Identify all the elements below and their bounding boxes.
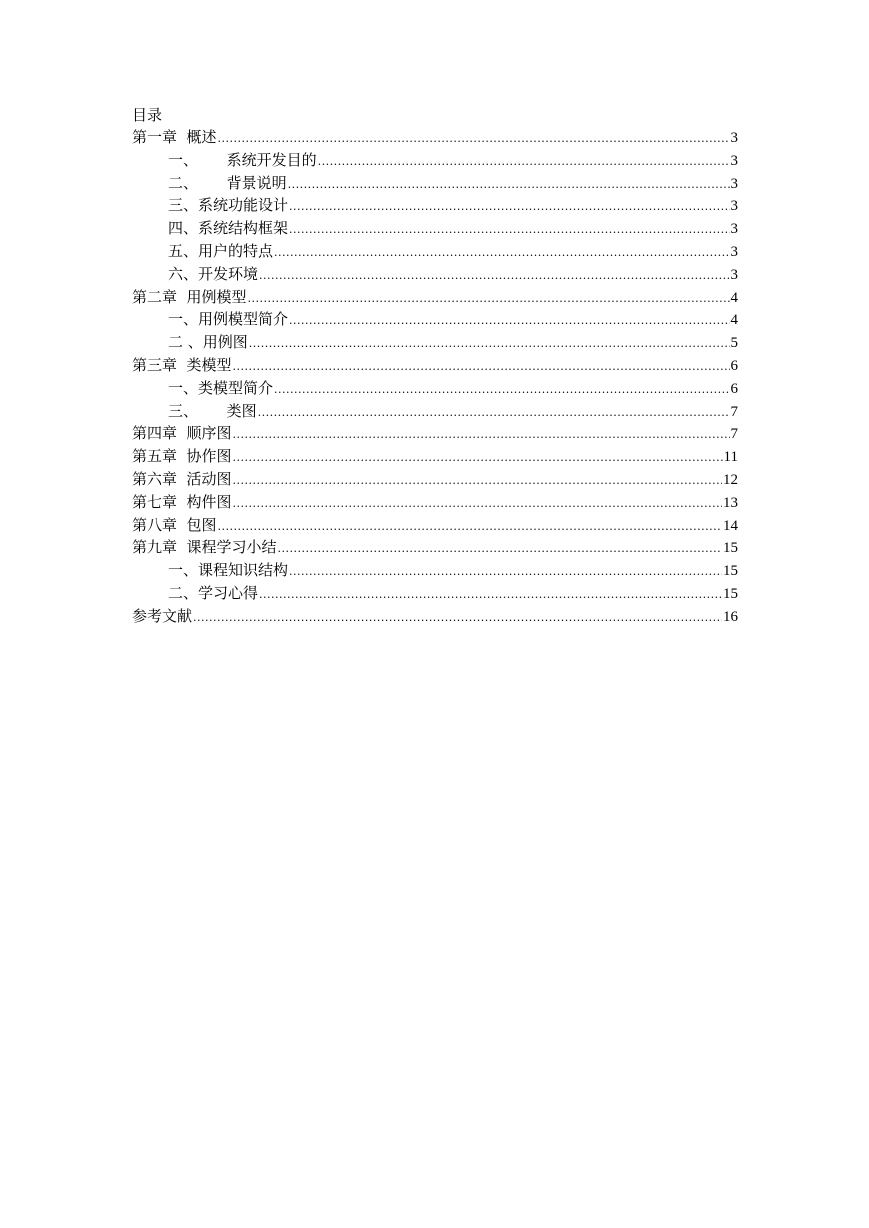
toc-entry-chapter[interactable] [132,126,738,149]
toc-dot-leader [233,424,730,447]
toc-entry-page-number: 15 [723,540,738,557]
toc-dot-leader [259,265,729,288]
toc-entry-label: 第七章 构件图 [132,492,232,511]
toc-entry-section[interactable] [132,331,738,354]
toc-entry-section[interactable] [132,377,738,400]
toc-entry-section[interactable] [132,240,738,263]
toc-entry-label: 二、 背景说明 [168,173,287,192]
toc-entry-chapter[interactable] [132,422,738,445]
toc-dot-leader [259,584,722,607]
toc-entry-label: 第八章 包图 [132,515,217,534]
toc-entry-page-number: 12 [723,471,738,488]
toc-dot-leader [218,128,730,151]
toc-entry-page-number: 6 [730,380,738,397]
table-of-contents [132,104,738,628]
toc-entry-label: 第一章 概述 [132,128,217,146]
toc-dot-leader [274,379,729,402]
toc-entry-section[interactable] [132,172,738,195]
toc-dot-leader [288,174,730,197]
toc-entry-chapter[interactable] [132,354,738,377]
toc-dot-leader [289,196,729,219]
toc-entry-page-number: 3 [730,175,738,192]
toc-dot-leader [318,151,730,174]
toc-entry-label: 三、系统功能设计 [168,196,289,215]
toc-dot-leader [233,470,722,493]
toc-entry-section[interactable] [132,217,738,240]
toc-entry-page-number: 3 [730,130,738,146]
toc-entry-page-number: 15 [723,563,738,580]
toc-entry-section[interactable] [132,400,738,423]
toc-dot-leader [258,402,730,425]
toc-entry-section[interactable] [132,582,738,605]
toc-entry-label: 二、学习心得 [168,583,259,602]
toc-entry-page-number: 15 [723,585,738,602]
toc-entry-label: 六、开发环境 [168,264,259,283]
toc-entry-section[interactable] [132,149,738,172]
toc-dot-leader [233,356,730,379]
toc-entry-label: 一、课程知识结构 [168,561,289,580]
toc-entry-page-number: 14 [723,517,738,534]
toc-entry-label: 第九章 课程学习小结 [132,538,277,557]
toc-entry-page-number: 4 [730,289,738,306]
toc-entry-label: 五、用户的特点 [168,241,274,260]
toc-entry-label: 第二章 用例模型 [132,287,247,306]
toc-entry-page-number: 3 [730,198,738,215]
toc-entry-chapter[interactable] [132,514,738,537]
toc-entry-chapter[interactable] [132,536,738,559]
toc-entry-section[interactable] [132,263,738,286]
toc-entry-page-number: 7 [730,426,738,443]
toc-dot-leader [248,288,730,311]
toc-dot-leader [218,516,722,539]
toc-entry-label: 第三章 类模型 [132,355,232,374]
toc-entry-page-number: 13 [723,494,738,511]
toc-entry-chapter[interactable] [132,286,738,309]
toc-entry-chapter[interactable] [132,468,738,491]
toc-dot-leader [249,333,730,356]
toc-entry-page-number: 11 [723,449,738,466]
toc-dot-leader [289,219,729,242]
toc-entry-label: 二 、用例图 [168,333,248,352]
toc-entry-page-number: 4 [730,312,738,329]
toc-dot-leader [233,447,723,470]
toc-entry-label: 一、类模型简介 [168,378,274,397]
toc-entry-section[interactable] [132,308,738,331]
toc-entries [132,126,738,628]
toc-entry-label: 第六章 活动图 [132,469,232,488]
toc-entry-section[interactable] [132,559,738,582]
toc-title: 目录 [132,106,163,124]
toc-dot-leader [289,561,722,584]
toc-entry-page-number: 3 [730,221,738,238]
toc-entry-label: 参考文献 [132,606,193,625]
toc-entry-label: 第四章 顺序图 [132,424,232,443]
toc-entry-chapter[interactable] [132,491,738,514]
toc-dot-leader [233,493,722,516]
toc-entry-page-number: 3 [730,266,738,283]
toc-entry-label: 四、系统结构框架 [168,219,289,238]
toc-dot-leader [274,242,729,265]
toc-entry-chapter[interactable] [132,445,738,468]
toc-entry-section[interactable] [132,194,738,217]
toc-entry-page-number: 16 [723,608,738,625]
toc-entry-page-number: 5 [730,335,738,352]
toc-entry-label: 第五章 协作图 [132,447,232,466]
toc-entry-label: 一、用例模型简介 [168,310,289,329]
toc-dot-leader [278,538,722,561]
toc-entry-chapter[interactable] [132,605,738,628]
toc-entry-label: 三、 类图 [168,401,257,420]
toc-dot-leader [289,310,729,333]
toc-entry-page-number: 3 [730,243,738,260]
toc-dot-leader [193,607,722,630]
toc-entry-page-number: 6 [730,357,738,374]
toc-entry-label: 一、 系统开发目的 [168,150,317,169]
toc-entry-page-number: 7 [730,403,738,420]
toc-entry-page-number: 3 [730,152,738,169]
